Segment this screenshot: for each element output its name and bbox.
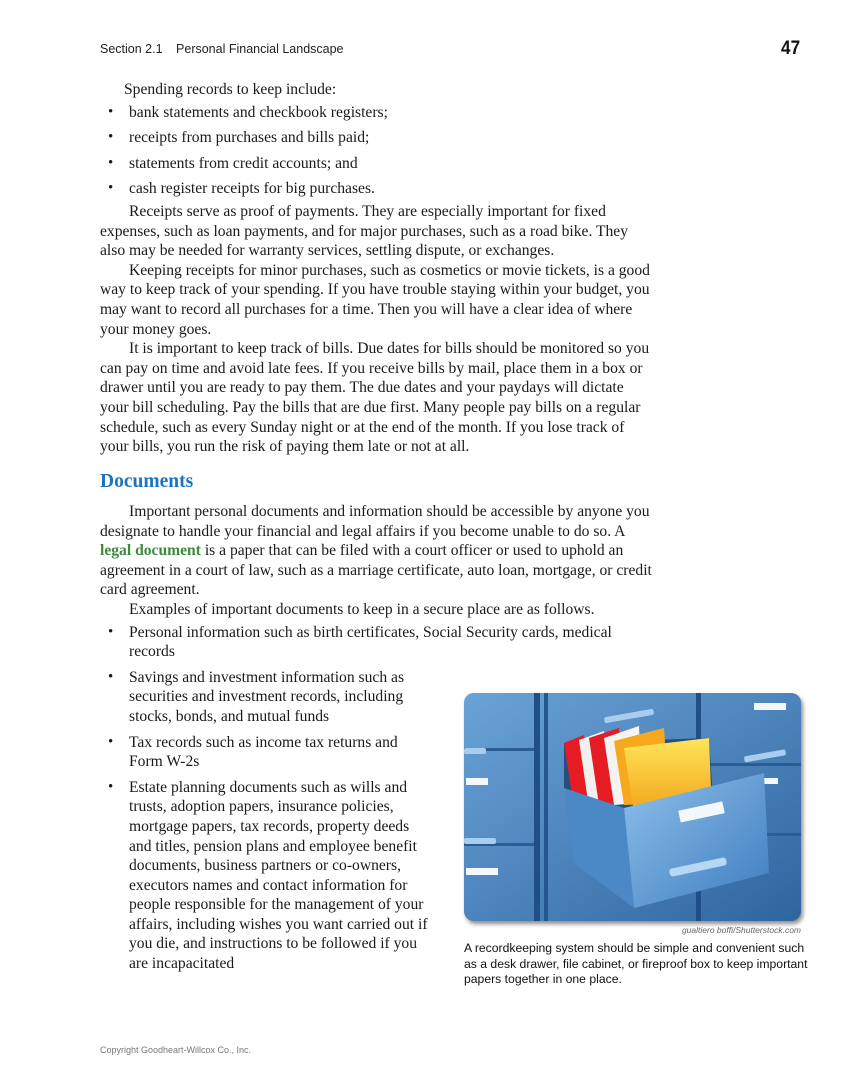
- section-number: Section 2.1: [100, 42, 163, 56]
- paragraph-bills: It is important to keep track of bills. Due dates for bills should be monitored so you can pay on time and avoid late fees. If you receive bills by mail, place them in a box or drawer until you are ready to pay them. The due dates and your paydays will dictate your bill scheduling. Pay the bills that are due first. Many people pay bills on a regular schedule, such as every Sunday night or at the end of the month. If you lose track of your bills, you run the risk of paying them late or not at all.: [100, 340, 650, 456]
- section-title: Personal Financial Landscape: [176, 42, 344, 56]
- paragraph-legal-document: Important personal documents and information should be accessible by anyone you designate to handle your financial and legal affairs if you become unable to do so. A legal document is a paper that can be filed with a court officer or used to uphold an agreement in a court of law, such as a marriage certificate, auto loan, mortgage, or credit card agreement.: [100, 503, 652, 599]
- file-cabinet-illustration: [464, 693, 801, 921]
- spending-list: [100, 103, 655, 199]
- bullet-icon: •: [108, 733, 114, 750]
- list-item: • Tax records such as income tax returns and Form W-2s: [108, 733, 398, 771]
- list-item: • bank statements and checkbook registers;: [108, 103, 388, 121]
- list-item: • statements from credit accounts; and: [108, 154, 358, 172]
- photo-credit: gualtiero boffi/Shutterstock.com: [681, 925, 801, 935]
- list-item: • cash register receipts for big purchases.: [108, 180, 375, 198]
- page-number: 47: [780, 38, 800, 59]
- running-header: [100, 42, 344, 56]
- figure-caption: A recordkeeping system should be simple and convenient such as a desk drawer, file cabinet, or fireproof box to keep important papers together in one place.: [464, 941, 808, 986]
- bullet-icon: •: [108, 778, 114, 795]
- bullet-icon: •: [108, 180, 114, 197]
- bullet-icon: •: [108, 129, 114, 146]
- file-cabinet-photo: [464, 693, 801, 921]
- copyright-footer: Copyright Goodheart-Willcox Co., Inc.: [100, 1045, 252, 1055]
- examples-intro: Examples of important documents to keep in a secure place are as follows.: [129, 600, 595, 618]
- bullet-icon: •: [108, 623, 114, 640]
- list-item: • receipts from purchases and bills paid;: [108, 129, 370, 147]
- bullet-icon: •: [108, 154, 114, 171]
- spending-records-section: [100, 80, 655, 205]
- section-heading: Documents: [100, 471, 194, 492]
- bullet-icon: •: [108, 103, 114, 120]
- list-item: • Personal information such as birth certificates, Social Security cards, medical records: [108, 623, 612, 661]
- paragraph-minor-purchases: Keeping receipts for minor purchases, such as cosmetics or movie tickets, is a good way to keep track of your spending. If you have trouble staying within your budget, you may want to record all purchases for a time. Then you will have a clear idea of where your money goes.: [100, 261, 650, 338]
- list-item: • Estate planning documents such as wills and trusts, adoption papers, insurance policies, mortgage papers, tax records, property deeds and titles, pension plans and employee benefit documents, business partners or co-owners, executors names and contact information for people responsible for the management of your affairs, including wishes you want carried out if you die, and instructions to be followed if you are incapacitated: [108, 778, 428, 973]
- documents-section: [100, 471, 655, 493]
- list-item: • Savings and investment information such as securities and investment records, including stocks, bonds, and mutual funds: [108, 668, 405, 725]
- spending-intro: Spending records to keep include:: [124, 81, 337, 98]
- key-term: legal document: [100, 542, 201, 560]
- bullet-icon: •: [108, 668, 114, 685]
- paragraph-receipts: Receipts serve as proof of payments. They are especially important for fixed expenses, such as loan payments, and for major purchases, such as a road bike. They also may be needed for warranty services, settling dispute, or exchanges.: [100, 203, 629, 260]
- receipts-section: [100, 202, 655, 457]
